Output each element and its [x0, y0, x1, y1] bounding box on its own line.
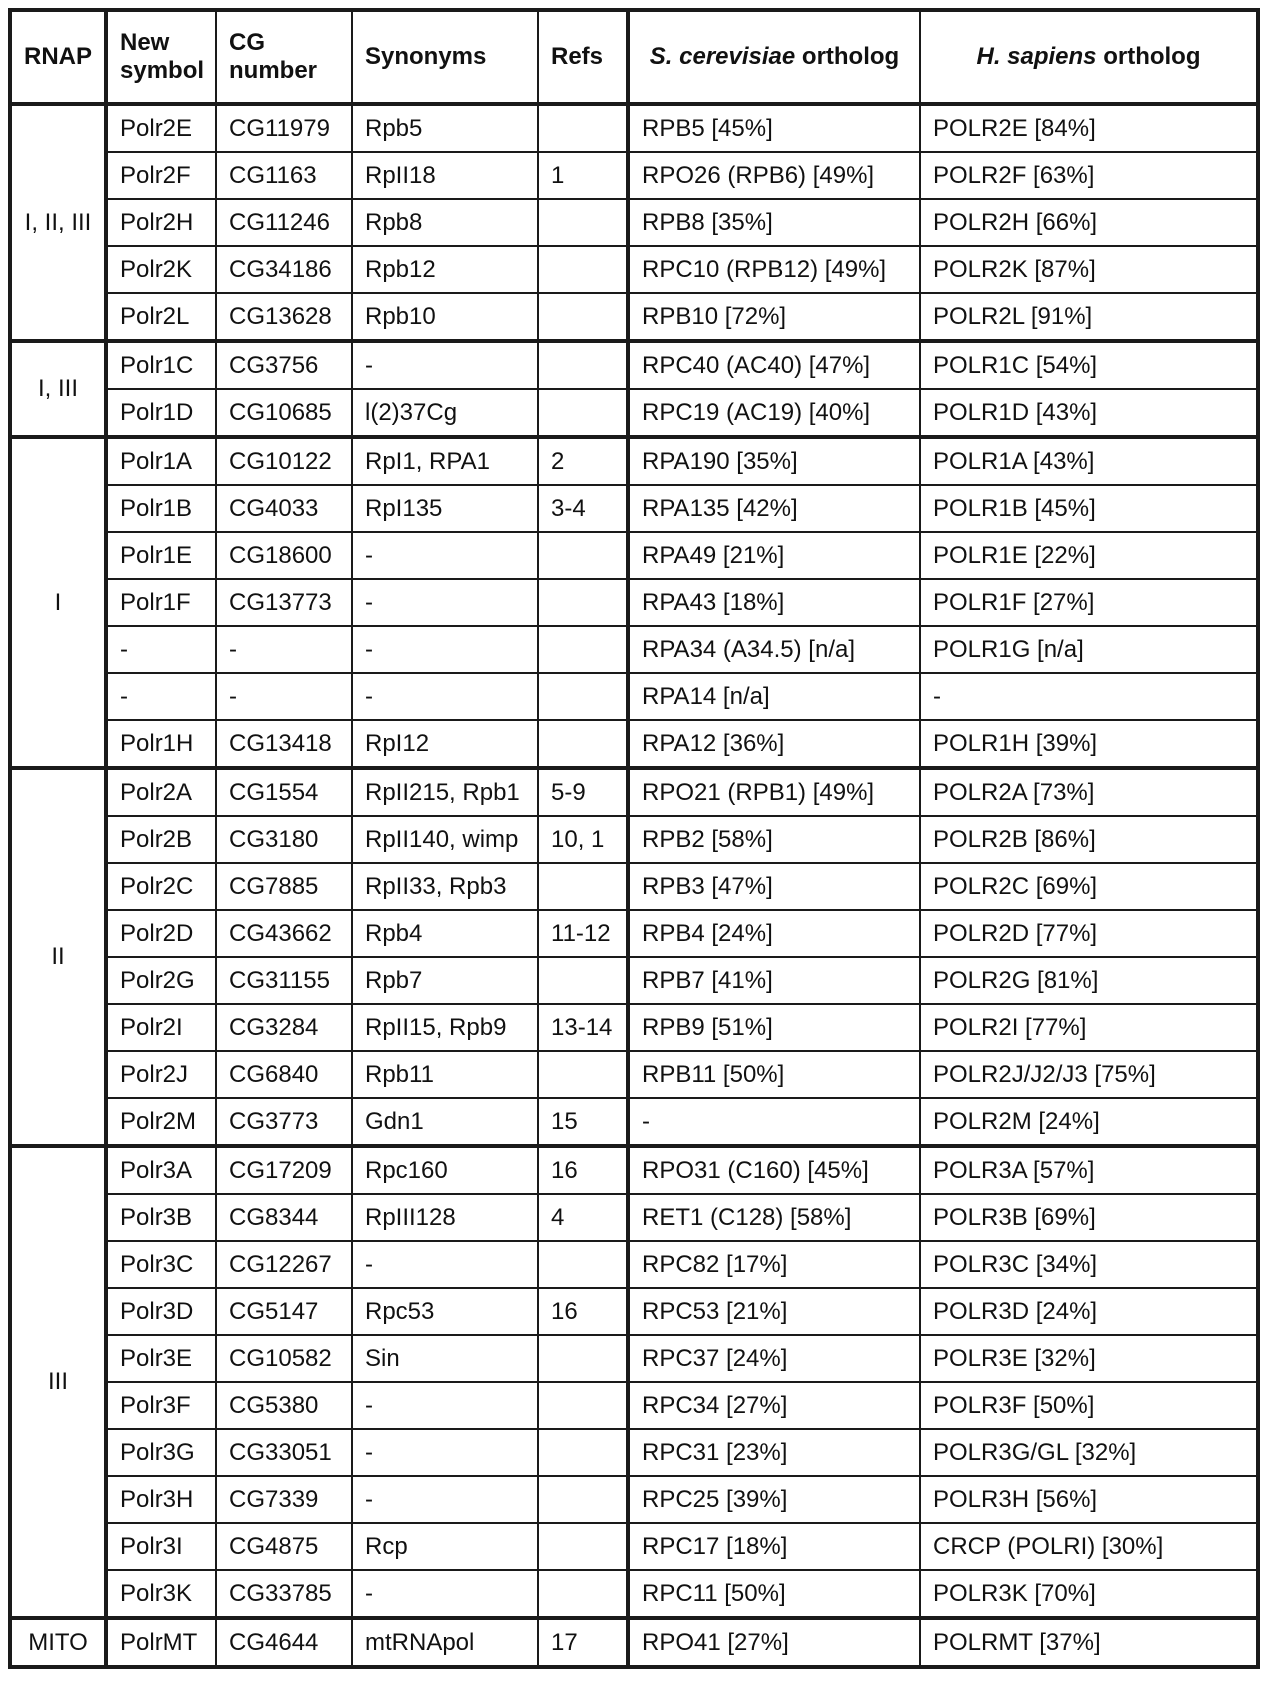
cell-hs-ortholog: POLR1A [43%]: [920, 437, 1258, 485]
cell-cg-number: CG31155: [216, 957, 352, 1004]
cell-hs-ortholog: POLR1D [43%]: [920, 389, 1258, 437]
cell-cg-number: -: [216, 626, 352, 673]
cell-new-symbol: Polr3G: [106, 1429, 216, 1476]
cell-sc-ortholog: RPA49 [21%]: [628, 532, 920, 579]
cell-refs: 10, 1: [538, 816, 628, 863]
cell-refs: 5-9: [538, 768, 628, 816]
cell-hs-ortholog: POLR3H [56%]: [920, 1476, 1258, 1523]
cell-sc-ortholog: RPA34 (A34.5) [n/a]: [628, 626, 920, 673]
cell-refs: [538, 1241, 628, 1288]
table-row: [10, 293, 1258, 341]
cell-cg-number: CG7339: [216, 1476, 352, 1523]
cell-sc-ortholog: RPC53 [21%]: [628, 1288, 920, 1335]
cell-synonyms: RpIII128: [352, 1194, 538, 1241]
table-row: [10, 1098, 1258, 1146]
table-row: [10, 1241, 1258, 1288]
header-new-symbol: New symbol: [106, 10, 216, 104]
cell-synonyms: Sin: [352, 1335, 538, 1382]
header-refs: Refs: [538, 10, 628, 104]
cell-hs-ortholog: POLR2L [91%]: [920, 293, 1258, 341]
cell-cg-number: CG8344: [216, 1194, 352, 1241]
cell-refs: [538, 626, 628, 673]
cell-cg-number: CG10122: [216, 437, 352, 485]
cell-new-symbol: Polr3C: [106, 1241, 216, 1288]
cell-hs-ortholog: POLR2A [73%]: [920, 768, 1258, 816]
table-body: [10, 104, 1258, 1667]
header-row: [10, 10, 1258, 104]
table-row: [10, 485, 1258, 532]
cell-sc-ortholog: RPO26 (RPB6) [49%]: [628, 152, 920, 199]
cell-synonyms: RpII215, Rpb1: [352, 768, 538, 816]
cell-refs: 3-4: [538, 485, 628, 532]
cell-refs: [538, 246, 628, 293]
cell-sc-ortholog: RPA190 [35%]: [628, 437, 920, 485]
table-row: [10, 816, 1258, 863]
cell-hs-ortholog: POLR3D [24%]: [920, 1288, 1258, 1335]
header-sc-suffix: ortholog: [795, 43, 900, 70]
cell-refs: [538, 863, 628, 910]
cell-sc-ortholog: RPA135 [42%]: [628, 485, 920, 532]
cell-synonyms: Rpc160: [352, 1146, 538, 1194]
cell-sc-ortholog: RPO41 [27%]: [628, 1618, 920, 1667]
cell-synonyms: -: [352, 1382, 538, 1429]
header-cg-number: CG number: [216, 10, 352, 104]
cell-refs: 16: [538, 1146, 628, 1194]
cell-cg-number: CG3756: [216, 341, 352, 389]
cell-new-symbol: Polr2H: [106, 199, 216, 246]
cell-hs-ortholog: -: [920, 673, 1258, 720]
cell-refs: 4: [538, 1194, 628, 1241]
cell-refs: [538, 532, 628, 579]
cell-refs: [538, 673, 628, 720]
rnap-group-cell: III: [10, 1146, 106, 1618]
cell-hs-ortholog: POLR2B [86%]: [920, 816, 1258, 863]
cell-sc-ortholog: RPC19 (AC19) [40%]: [628, 389, 920, 437]
table-row: [10, 1523, 1258, 1570]
cell-cg-number: CG10582: [216, 1335, 352, 1382]
cell-new-symbol: -: [106, 626, 216, 673]
cell-refs: [538, 957, 628, 1004]
cell-sc-ortholog: RPB4 [24%]: [628, 910, 920, 957]
cell-sc-ortholog: RPC82 [17%]: [628, 1241, 920, 1288]
cell-sc-ortholog: RPC17 [18%]: [628, 1523, 920, 1570]
cell-cg-number: CG6840: [216, 1051, 352, 1098]
table-header: [10, 10, 1258, 104]
cell-sc-ortholog: RPB7 [41%]: [628, 957, 920, 1004]
cell-synonyms: RpI135: [352, 485, 538, 532]
cell-cg-number: CG13418: [216, 720, 352, 768]
cell-cg-number: CG10685: [216, 389, 352, 437]
cell-synonyms: -: [352, 1570, 538, 1618]
cell-sc-ortholog: RPC34 [27%]: [628, 1382, 920, 1429]
cell-refs: 17: [538, 1618, 628, 1667]
cell-synonyms: -: [352, 1429, 538, 1476]
cell-cg-number: CG18600: [216, 532, 352, 579]
table-row: [10, 246, 1258, 293]
header-hs-ortholog: [920, 10, 1258, 104]
cell-sc-ortholog: RPB2 [58%]: [628, 816, 920, 863]
cell-hs-ortholog: POLR1E [22%]: [920, 532, 1258, 579]
table-row: [10, 768, 1258, 816]
cell-new-symbol: Polr3E: [106, 1335, 216, 1382]
cell-synonyms: -: [352, 1241, 538, 1288]
cell-refs: [538, 1476, 628, 1523]
table-row: [10, 341, 1258, 389]
cell-new-symbol: Polr3H: [106, 1476, 216, 1523]
cell-refs: [538, 579, 628, 626]
cell-refs: [538, 341, 628, 389]
table-row: [10, 152, 1258, 199]
cell-hs-ortholog: POLR3K [70%]: [920, 1570, 1258, 1618]
cell-synonyms: RpII15, Rpb9: [352, 1004, 538, 1051]
cell-cg-number: CG4875: [216, 1523, 352, 1570]
rnap-group-cell: I: [10, 437, 106, 768]
cell-new-symbol: Polr3F: [106, 1382, 216, 1429]
cell-new-symbol: Polr3D: [106, 1288, 216, 1335]
cell-refs: [538, 199, 628, 246]
cell-cg-number: CG13773: [216, 579, 352, 626]
cell-cg-number: CG1163: [216, 152, 352, 199]
cell-cg-number: CG11246: [216, 199, 352, 246]
rnap-group-cell: MITO: [10, 1618, 106, 1667]
cell-new-symbol: Polr2I: [106, 1004, 216, 1051]
table-row: [10, 389, 1258, 437]
cell-new-symbol: Polr3I: [106, 1523, 216, 1570]
cell-new-symbol: Polr1A: [106, 437, 216, 485]
cell-synonyms: RpI12: [352, 720, 538, 768]
cell-cg-number: CG12267: [216, 1241, 352, 1288]
cell-refs: [538, 389, 628, 437]
cell-hs-ortholog: POLR2D [77%]: [920, 910, 1258, 957]
cell-cg-number: CG1554: [216, 768, 352, 816]
cell-refs: [538, 1429, 628, 1476]
table-row: [10, 957, 1258, 1004]
cell-sc-ortholog: RPO21 (RPB1) [49%]: [628, 768, 920, 816]
cell-sc-ortholog: RPC25 [39%]: [628, 1476, 920, 1523]
cell-synonyms: Gdn1: [352, 1098, 538, 1146]
cell-synonyms: Rpb7: [352, 957, 538, 1004]
header-rnap: RNAP: [10, 10, 106, 104]
cell-refs: [538, 1570, 628, 1618]
cell-refs: 2: [538, 437, 628, 485]
cell-cg-number: CG3773: [216, 1098, 352, 1146]
cell-synonyms: -: [352, 532, 538, 579]
cell-new-symbol: Polr2B: [106, 816, 216, 863]
cell-synonyms: Rcp: [352, 1523, 538, 1570]
rnap-group-cell: I, III: [10, 341, 106, 437]
cell-hs-ortholog: POLR2E [84%]: [920, 104, 1258, 152]
table-row: [10, 199, 1258, 246]
table-row: [10, 532, 1258, 579]
cell-cg-number: CG4644: [216, 1618, 352, 1667]
cell-new-symbol: Polr3A: [106, 1146, 216, 1194]
cell-hs-ortholog: POLR2F [63%]: [920, 152, 1258, 199]
cell-sc-ortholog: RPA43 [18%]: [628, 579, 920, 626]
table-row: [10, 1618, 1258, 1667]
cell-cg-number: CG13628: [216, 293, 352, 341]
cell-new-symbol: Polr3B: [106, 1194, 216, 1241]
table-row: [10, 720, 1258, 768]
cell-sc-ortholog: RPB5 [45%]: [628, 104, 920, 152]
table-row: [10, 863, 1258, 910]
cell-synonyms: Rpc53: [352, 1288, 538, 1335]
table-row: [10, 1051, 1258, 1098]
cell-sc-ortholog: RPB10 [72%]: [628, 293, 920, 341]
cell-cg-number: CG33785: [216, 1570, 352, 1618]
cell-new-symbol: Polr2G: [106, 957, 216, 1004]
cell-new-symbol: Polr2C: [106, 863, 216, 910]
cell-hs-ortholog: POLR2I [77%]: [920, 1004, 1258, 1051]
table-row: [10, 579, 1258, 626]
cell-sc-ortholog: RPC11 [50%]: [628, 1570, 920, 1618]
cell-new-symbol: Polr2L: [106, 293, 216, 341]
cell-new-symbol: Polr1C: [106, 341, 216, 389]
cell-hs-ortholog: POLR1G [n/a]: [920, 626, 1258, 673]
cell-sc-ortholog: RPA12 [36%]: [628, 720, 920, 768]
cell-synonyms: l(2)37Cg: [352, 389, 538, 437]
cell-new-symbol: Polr2J: [106, 1051, 216, 1098]
cell-hs-ortholog: POLR3G/GL [32%]: [920, 1429, 1258, 1476]
cell-new-symbol: Polr3K: [106, 1570, 216, 1618]
cell-hs-ortholog: POLR1F [27%]: [920, 579, 1258, 626]
cell-sc-ortholog: RPB8 [35%]: [628, 199, 920, 246]
cell-synonyms: -: [352, 673, 538, 720]
cell-refs: 15: [538, 1098, 628, 1146]
header-synonyms: Synonyms: [352, 10, 538, 104]
cell-new-symbol: Polr1B: [106, 485, 216, 532]
cell-hs-ortholog: POLR2C [69%]: [920, 863, 1258, 910]
cell-cg-number: CG5380: [216, 1382, 352, 1429]
cell-hs-ortholog: POLR3B [69%]: [920, 1194, 1258, 1241]
cell-hs-ortholog: POLR3F [50%]: [920, 1382, 1258, 1429]
cell-hs-ortholog: POLR1B [45%]: [920, 485, 1258, 532]
cell-hs-ortholog: POLRMT [37%]: [920, 1618, 1258, 1667]
cell-synonyms: Rpb12: [352, 246, 538, 293]
table-row: [10, 1382, 1258, 1429]
table-row: [10, 673, 1258, 720]
table-row: [10, 1335, 1258, 1382]
cell-hs-ortholog: POLR2H [66%]: [920, 199, 1258, 246]
cell-refs: [538, 293, 628, 341]
table-row: [10, 626, 1258, 673]
cell-refs: 13-14: [538, 1004, 628, 1051]
table-row: [10, 1570, 1258, 1618]
table-row: [10, 437, 1258, 485]
cell-cg-number: CG4033: [216, 485, 352, 532]
cell-synonyms: Rpb5: [352, 104, 538, 152]
cell-synonyms: -: [352, 341, 538, 389]
cell-synonyms: -: [352, 579, 538, 626]
cell-sc-ortholog: RPB3 [47%]: [628, 863, 920, 910]
cell-refs: 16: [538, 1288, 628, 1335]
cell-sc-ortholog: RPC10 (RPB12) [49%]: [628, 246, 920, 293]
cell-refs: 11-12: [538, 910, 628, 957]
cell-cg-number: CG3180: [216, 816, 352, 863]
cell-sc-ortholog: RET1 (C128) [58%]: [628, 1194, 920, 1241]
cell-hs-ortholog: POLR1C [54%]: [920, 341, 1258, 389]
table-row: [10, 910, 1258, 957]
cell-synonyms: RpI1, RPA1: [352, 437, 538, 485]
table-row: [10, 104, 1258, 152]
header-hs-species: H. sapiens: [976, 43, 1097, 70]
cell-new-symbol: Polr2F: [106, 152, 216, 199]
table-row: [10, 1004, 1258, 1051]
table-row: [10, 1288, 1258, 1335]
cell-cg-number: CG11979: [216, 104, 352, 152]
rnap-group-cell: I, II, III: [10, 104, 106, 341]
table-row: [10, 1194, 1258, 1241]
cell-cg-number: CG34186: [216, 246, 352, 293]
cell-cg-number: CG7885: [216, 863, 352, 910]
cell-hs-ortholog: POLR2G [81%]: [920, 957, 1258, 1004]
cell-sc-ortholog: -: [628, 1098, 920, 1146]
cell-hs-ortholog: POLR1H [39%]: [920, 720, 1258, 768]
cell-hs-ortholog: POLR3C [34%]: [920, 1241, 1258, 1288]
cell-sc-ortholog: RPC40 (AC40) [47%]: [628, 341, 920, 389]
cell-sc-ortholog: RPO31 (C160) [45%]: [628, 1146, 920, 1194]
cell-synonyms: Rpb11: [352, 1051, 538, 1098]
cell-refs: [538, 1523, 628, 1570]
cell-new-symbol: Polr2A: [106, 768, 216, 816]
cell-synonyms: Rpb10: [352, 293, 538, 341]
cell-synonyms: mtRNApol: [352, 1618, 538, 1667]
cell-synonyms: -: [352, 626, 538, 673]
table-row: [10, 1146, 1258, 1194]
cell-hs-ortholog: POLR2M [24%]: [920, 1098, 1258, 1146]
cell-new-symbol: Polr2E: [106, 104, 216, 152]
cell-refs: [538, 1382, 628, 1429]
cell-cg-number: CG5147: [216, 1288, 352, 1335]
cell-synonyms: Rpb4: [352, 910, 538, 957]
cell-hs-ortholog: POLR2J/J2/J3 [75%]: [920, 1051, 1258, 1098]
cell-new-symbol: Polr1E: [106, 532, 216, 579]
header-sc-ortholog: [628, 10, 920, 104]
cell-synonyms: RpII140, wimp: [352, 816, 538, 863]
cell-synonyms: RpII33, Rpb3: [352, 863, 538, 910]
cell-hs-ortholog: POLR2K [87%]: [920, 246, 1258, 293]
rnap-subunit-table: [8, 8, 1260, 1669]
cell-new-symbol: Polr1D: [106, 389, 216, 437]
cell-new-symbol: PolrMT: [106, 1618, 216, 1667]
cell-cg-number: CG33051: [216, 1429, 352, 1476]
cell-hs-ortholog: CRCP (POLRI) [30%]: [920, 1523, 1258, 1570]
cell-sc-ortholog: RPA14 [n/a]: [628, 673, 920, 720]
header-hs-suffix: ortholog: [1096, 43, 1201, 70]
cell-sc-ortholog: RPC37 [24%]: [628, 1335, 920, 1382]
cell-sc-ortholog: RPB11 [50%]: [628, 1051, 920, 1098]
cell-new-symbol: Polr2D: [106, 910, 216, 957]
cell-sc-ortholog: RPC31 [23%]: [628, 1429, 920, 1476]
cell-refs: 1: [538, 152, 628, 199]
cell-synonyms: -: [352, 1476, 538, 1523]
cell-new-symbol: Polr2M: [106, 1098, 216, 1146]
cell-cg-number: CG43662: [216, 910, 352, 957]
cell-refs: [538, 720, 628, 768]
cell-refs: [538, 1051, 628, 1098]
cell-refs: [538, 104, 628, 152]
cell-hs-ortholog: POLR3E [32%]: [920, 1335, 1258, 1382]
cell-refs: [538, 1335, 628, 1382]
cell-hs-ortholog: POLR3A [57%]: [920, 1146, 1258, 1194]
table-row: [10, 1476, 1258, 1523]
cell-cg-number: CG3284: [216, 1004, 352, 1051]
cell-cg-number: -: [216, 673, 352, 720]
rnap-group-cell: II: [10, 768, 106, 1146]
cell-synonyms: RpII18: [352, 152, 538, 199]
header-sc-species: S. cerevisiae: [649, 43, 796, 70]
cell-new-symbol: Polr2K: [106, 246, 216, 293]
cell-sc-ortholog: RPB9 [51%]: [628, 1004, 920, 1051]
table-row: [10, 1429, 1258, 1476]
cell-cg-number: CG17209: [216, 1146, 352, 1194]
cell-synonyms: Rpb8: [352, 199, 538, 246]
cell-new-symbol: Polr1H: [106, 720, 216, 768]
cell-new-symbol: Polr1F: [106, 579, 216, 626]
cell-new-symbol: -: [106, 673, 216, 720]
